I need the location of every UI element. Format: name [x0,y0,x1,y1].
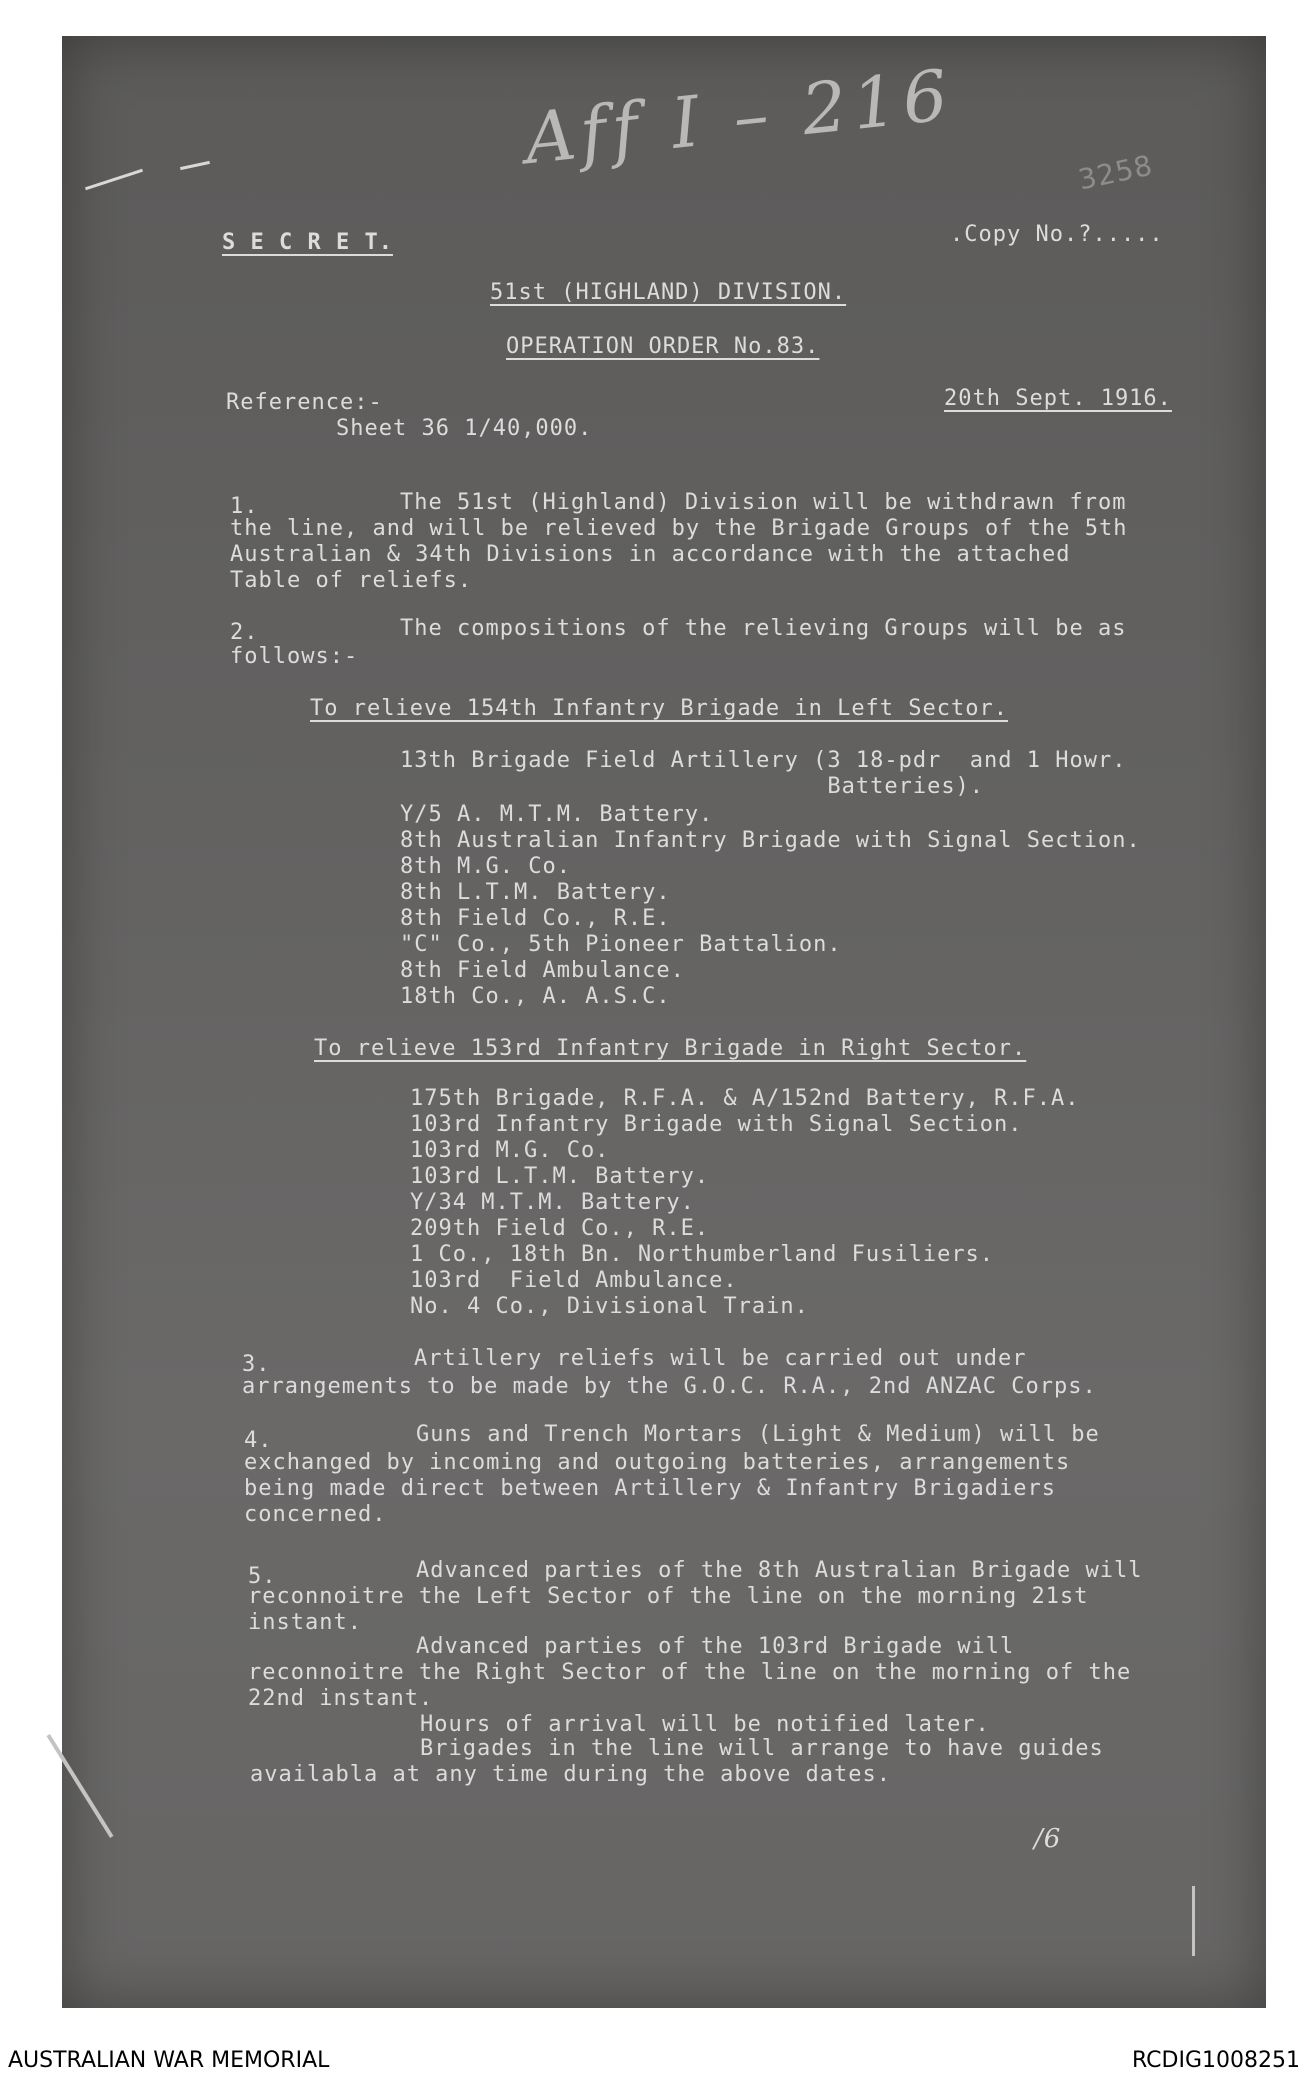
left-sector-unit: 18th Co., A. A.S.C. [400,984,671,1009]
right-sector-unit: Y/34 M.T.M. Battery. [410,1190,695,1215]
margin-mark [85,169,143,190]
division-heading: 51st (HIGHLAND) DIVISION. [490,280,847,305]
left-sector-unit: "C" Co., 5th Pioneer Battalion. [400,932,842,957]
para-2-number: 2. [230,620,259,645]
left-sector-unit: 13th Brigade Field Artillery (3 18-pdr and 1 Howr. [400,748,1127,773]
para-3-line: arrangements to be made by the G.O.C. R.A., 2nd ANZAC Corps. [242,1374,1097,1399]
reference-label: Reference:- [226,390,383,415]
operation-order-document [62,36,1266,2008]
right-sector-unit: 175th Brigade, R.F.A. & A/152nd Battery, R.F.A. [410,1086,1080,1111]
margin-mark [180,161,210,170]
para-5-line: reconnoitre the Left Sector of the line on the morning 21st [248,1584,1089,1609]
para-1-line: Australian & 34th Divisions in accordance with the attached [230,542,1071,567]
right-sector-unit: 1 Co., 18th Bn. Northumberland Fusiliers. [410,1242,995,1267]
para-4-line: Guns and Trench Mortars (Light & Medium) will be [416,1422,1100,1447]
para-4-line: concerned. [244,1502,387,1527]
handwritten-reference: Aff I – 216 [520,53,958,181]
para-5-line: Hours of arrival will be notified later. [420,1712,990,1737]
classification-heading: S E C R E T. [222,230,393,255]
copy-number: .Copy No.?..... [950,222,1164,247]
reference-sheet: Sheet 36 1/40,000. [336,416,593,441]
para-5-line: availabla at any time during the above dates. [250,1762,892,1787]
document-photo [62,36,1266,2008]
para-1-line: Table of reliefs. [230,568,473,593]
para-2-line: The compositions of the relieving Groups will be as [400,616,1127,641]
order-title: OPERATION ORDER No.83. [506,334,820,359]
left-sector-unit: Y/5 A. M.T.M. Battery. [400,802,714,827]
para-1-number: 1. [230,494,259,519]
para-4-line: exchanged by incoming and outgoing batteries, arrangements [244,1450,1071,1475]
left-sector-heading: To relieve 154th Infantry Brigade in Left Sector. [310,696,1009,721]
para-2-line: follows:- [230,644,359,669]
left-sector-unit: Batteries). [400,774,985,799]
right-sector-unit: No. 4 Co., Divisional Train. [410,1294,809,1319]
left-sector-unit: 8th L.T.M. Battery. [400,880,671,905]
right-sector-unit: 103rd Field Ambulance. [410,1268,738,1293]
para-5-line: Brigades in the line will arrange to have guides [420,1736,1104,1761]
right-sector-unit: 103rd M.G. Co. [410,1138,610,1163]
para-5-line: Advanced parties of the 8th Australian Brigade will [416,1558,1143,1583]
continuation-mark: /6 [1034,1824,1062,1854]
para-3-number: 3. [242,1352,271,1377]
left-sector-unit: 8th M.G. Co. [400,854,571,879]
left-sector-unit: 8th Field Co., R.E. [400,906,671,931]
footer-record-id: RCDIG1008251 [1131,2048,1300,2073]
para-5-line: 22nd instant. [248,1686,434,1711]
left-sector-unit: 8th Field Ambulance. [400,958,685,983]
left-sector-unit: 8th Australian Infantry Brigade with Signal Section. [400,828,1141,853]
para-5-line: Advanced parties of the 103rd Brigade will [416,1634,1015,1659]
para-1-line: The 51st (Highland) Division will be withdrawn from [400,490,1127,515]
footer-archive-name: AUSTRALIAN WAR MEMORIAL [8,2048,330,2073]
pencil-line [47,1734,114,1838]
para-5-line: instant. [248,1610,362,1635]
para-1-line: the line, and will be relieved by the Brigade Groups of the 5th [230,516,1128,541]
pencil-line [1192,1886,1195,1956]
right-sector-unit: 209th Field Co., R.E. [410,1216,710,1241]
para-5-number: 5. [248,1564,277,1589]
right-sector-heading: To relieve 153rd Infantry Brigade in Right Sector. [314,1036,1027,1061]
para-4-line: being made direct between Artillery & Infantry Brigadiers [244,1476,1056,1501]
para-3-line: Artillery reliefs will be carried out under [414,1346,1027,1371]
right-sector-unit: 103rd Infantry Brigade with Signal Section. [410,1112,1023,1137]
para-4-number: 4. [244,1428,273,1453]
archive-stamp-number: 3258 [1075,148,1156,197]
order-date: 20th Sept. 1916. [944,386,1172,411]
right-sector-unit: 103rd L.T.M. Battery. [410,1164,710,1189]
para-5-line: reconnoitre the Right Sector of the line on the morning of the [248,1660,1132,1685]
